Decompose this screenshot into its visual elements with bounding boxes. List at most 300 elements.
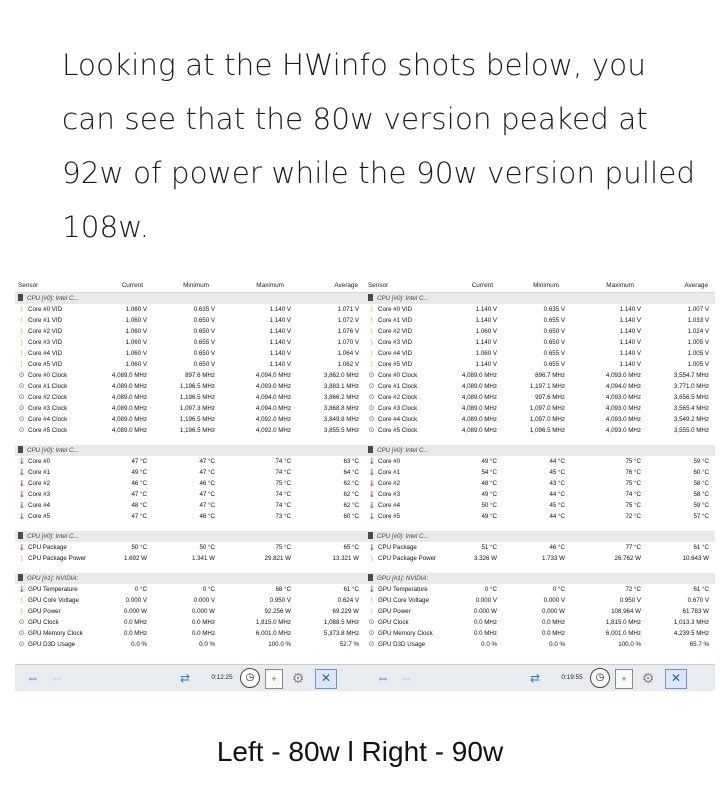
sensor-group-header[interactable]	[15, 573, 365, 584]
thermometer-icon: 🌡	[18, 481, 26, 487]
sensor-name: Core #5 VID	[28, 361, 63, 368]
sensor-row[interactable]	[365, 542, 715, 553]
sensor-group-header[interactable]	[365, 573, 715, 584]
maximum-value: 4,094.0 MHz	[605, 383, 641, 390]
sensor-row[interactable]	[365, 425, 715, 436]
current-value: 4,089.0 MHz	[461, 383, 497, 390]
toolbar-80w	[15, 664, 365, 691]
sensor-group-title: GPU [#1]: NVIDIA:	[368, 573, 456, 584]
sensor-row[interactable]	[365, 584, 715, 595]
sensor-name: GPU D3D Usage	[28, 641, 76, 648]
minimum-value: 1.733 W	[541, 555, 565, 562]
column-header-current[interactable]: Current	[471, 282, 493, 289]
average-value: 1.005 V	[687, 350, 709, 357]
sensor-row[interactable]	[365, 639, 715, 650]
minimum-value: 0.655 V	[543, 361, 565, 368]
minimum-value: 1,097.3 MHz	[179, 405, 215, 412]
minimum-value: 1.341 W	[191, 555, 215, 562]
sensor-row[interactable]	[15, 595, 365, 606]
thermometer-icon: 🌡	[368, 470, 376, 476]
sensor-row[interactable]	[15, 381, 365, 392]
sensor-group-header[interactable]	[15, 293, 365, 304]
current-value: 0.000 W	[473, 608, 497, 615]
maximum-value: 1.140 V	[269, 328, 291, 335]
sensor-name: Core #1 Clock	[378, 383, 418, 390]
sensor-name: Core #0 Clock	[378, 372, 418, 379]
minimum-value: 0.650 V	[543, 328, 565, 335]
sensor-row[interactable]	[365, 370, 715, 381]
maximum-value: 1.140 V	[619, 361, 641, 368]
power-icon: ⟆	[370, 609, 373, 615]
minimum-value: 47 °C	[199, 469, 215, 476]
sensor-row[interactable]	[15, 304, 365, 315]
maximum-value: 75 °C	[625, 480, 641, 487]
average-value: 61 °C	[693, 544, 709, 551]
sensor-row[interactable]	[15, 370, 365, 381]
voltage-icon: ⟆	[20, 329, 23, 335]
current-value: 54 °C	[481, 469, 497, 476]
current-value: 4,089.0 MHz	[461, 427, 497, 434]
maximum-value: 74 °C	[275, 491, 291, 498]
maximum-value: 72 °C	[625, 586, 641, 593]
sensor-row[interactable]	[15, 337, 365, 348]
sensor-group-header[interactable]	[15, 445, 365, 456]
sensor-row[interactable]	[365, 359, 715, 370]
average-value: 3,555.0 MHz	[673, 427, 709, 434]
maximum-value: 68 °C	[275, 586, 291, 593]
sensor-name: GPU Core Voltage	[378, 597, 429, 604]
sensor-group-header[interactable]	[15, 531, 365, 542]
current-value: 0.000 V	[125, 597, 147, 604]
sensor-name: Core #1 Clock	[28, 383, 68, 390]
current-value: 49 °C	[131, 469, 147, 476]
column-header-maximum[interactable]: Maximum	[256, 282, 284, 289]
sensor-row[interactable]	[15, 315, 365, 326]
sensor-name: Core #2	[378, 480, 401, 487]
maximum-value: 1.140 V	[619, 339, 641, 346]
current-value: 51 °C	[481, 544, 497, 551]
sensor-row[interactable]	[15, 359, 365, 370]
sensor-group-title: CPU [#0]: Intel C...	[368, 293, 456, 304]
average-value: 3,565.4 MHz	[673, 405, 709, 412]
thermometer-icon: 🌡	[18, 503, 26, 509]
sensor-row[interactable]	[15, 606, 365, 617]
average-value: 1,088.5 MHz	[323, 619, 359, 626]
sensor-row[interactable]	[365, 478, 715, 489]
sensor-group-title: CPU [#0]: Intel C...	[18, 531, 106, 542]
current-value: 0.0 %	[481, 641, 497, 648]
sensor-name: Core #5 Clock	[28, 427, 68, 434]
column-header-minimum[interactable]: Minimum	[533, 282, 559, 289]
minimum-value: 0.650 V	[193, 350, 215, 357]
sensor-row[interactable]	[15, 500, 365, 511]
sensor-row[interactable]	[15, 628, 365, 639]
clock-icon: ⊙	[368, 372, 375, 379]
sensor-group-header[interactable]	[365, 531, 715, 542]
minimum-value: 45 °C	[549, 502, 565, 509]
average-value: 3,862.0 MHz	[323, 372, 359, 379]
sensor-row[interactable]	[365, 392, 715, 403]
average-value: 61.783 W	[682, 608, 709, 615]
sensor-name: GPU Power	[378, 608, 411, 615]
average-value: 1.005 V	[687, 361, 709, 368]
sensor-row[interactable]	[365, 500, 715, 511]
average-value: 65.7 %	[689, 641, 709, 648]
hwinfo-panel-80w	[15, 279, 365, 659]
column-header-sensor[interactable]: Sensor	[18, 282, 39, 289]
average-value: 58 °C	[693, 480, 709, 487]
minimum-value: 997.6 MHz	[535, 394, 565, 401]
maximum-value: 75 °C	[275, 544, 291, 551]
average-value: 1.033 V	[687, 317, 709, 324]
clock-reset-icon[interactable]: ◷	[240, 668, 260, 688]
maximum-value: 1.140 V	[619, 328, 641, 335]
sensor-row[interactable]	[15, 489, 365, 500]
sensor-group-title: CPU [#0]: Intel C...	[368, 445, 456, 456]
clock-icon: ⊙	[18, 619, 25, 626]
sensor-row[interactable]	[15, 639, 365, 650]
current-value: 4,089.0 MHz	[111, 372, 147, 379]
current-value: 4,089.0 MHz	[461, 416, 497, 423]
current-value: 4,089.0 MHz	[111, 383, 147, 390]
sensor-name: GPU Temperature	[28, 586, 78, 593]
thermometer-icon: 🌡	[18, 514, 26, 520]
group-spacer	[15, 522, 365, 531]
maximum-value: 92.256 W	[264, 608, 291, 615]
maximum-value: 4,094.0 MHz	[255, 372, 291, 379]
sensor-name: GPU Core Voltage	[28, 597, 79, 604]
maximum-value: 73 °C	[275, 513, 291, 520]
current-value: 1.140 V	[475, 317, 497, 324]
clock-icon: ⊙	[18, 405, 25, 412]
current-value: 4,089.0 MHz	[111, 394, 147, 401]
sensor-row[interactable]	[15, 392, 365, 403]
average-value: 1.007 V	[687, 306, 709, 313]
sensor-row[interactable]	[365, 489, 715, 500]
maximum-value: 75 °C	[625, 458, 641, 465]
maximum-value: 4,094.0 MHz	[255, 394, 291, 401]
minimum-value: 0.635 V	[193, 306, 215, 313]
minimum-value: 897.6 MHz	[185, 372, 215, 379]
sensor-name: GPU Memory Clock	[378, 630, 433, 637]
minimum-value: 0.635 V	[543, 306, 565, 313]
sensor-row[interactable]	[365, 595, 715, 606]
voltage-icon: ⟆	[20, 340, 23, 346]
sensor-name: CPU Package Power	[28, 555, 87, 562]
sensor-row[interactable]	[365, 553, 715, 564]
expand-arrows-icon[interactable]: ⇔	[50, 670, 64, 685]
usage-icon: ⊙	[18, 641, 25, 648]
current-value: 1.060 V	[125, 306, 147, 313]
sensor-row[interactable]	[365, 628, 715, 639]
maximum-value: 29.821 W	[264, 555, 291, 562]
minimum-value: 896.7 MHz	[535, 372, 565, 379]
maximum-value: 75 °C	[275, 480, 291, 487]
column-header-average[interactable]: Average	[334, 282, 358, 289]
current-value: 4,089.0 MHz	[461, 394, 497, 401]
average-value: 59 °C	[693, 502, 709, 509]
sensor-row[interactable]	[365, 511, 715, 522]
collapse-arrows-icon[interactable]: ⇔	[26, 670, 40, 685]
maximum-value: 1.140 V	[269, 317, 291, 324]
report-icon[interactable]: +	[615, 669, 633, 689]
sensor-name: Core #5	[28, 513, 51, 520]
sensor-row[interactable]	[15, 467, 365, 478]
minimum-value: 0.650 V	[193, 361, 215, 368]
column-header-minimum[interactable]: Minimum	[183, 282, 209, 289]
close-icon[interactable]: ✕	[315, 669, 337, 689]
minimum-value: 0.655 V	[193, 339, 215, 346]
sensor-row[interactable]	[365, 617, 715, 628]
average-value: 1.005 V	[687, 339, 709, 346]
sensor-name: Core #3 VID	[28, 339, 63, 346]
sensor-row[interactable]	[365, 326, 715, 337]
sensor-name: Core #4 VID	[28, 350, 63, 357]
average-value: 3,855.5 MHz	[323, 427, 359, 434]
elapsed-timer: 0:19:55	[561, 674, 583, 681]
sensor-name: Core #3 Clock	[28, 405, 68, 412]
sensor-row[interactable]	[365, 456, 715, 467]
sensor-group-header[interactable]	[365, 445, 715, 456]
clock-icon: ⊙	[368, 383, 375, 390]
chip-icon	[368, 294, 373, 301]
group-spacer	[365, 522, 715, 531]
sensor-name: Core #1 VID	[28, 317, 63, 324]
elapsed-timer: 0:12:25	[211, 674, 233, 681]
current-value: 1.060 V	[125, 339, 147, 346]
sensor-row[interactable]	[15, 326, 365, 337]
voltage-icon: ⟆	[20, 318, 23, 324]
sensor-name: CPU Package	[28, 544, 67, 551]
maximum-value: 4,093.0 MHz	[605, 372, 641, 379]
current-value: 0 °C	[484, 586, 497, 593]
average-value: 61 °C	[693, 586, 709, 593]
sensor-row[interactable]	[365, 315, 715, 326]
current-value: 0.000 W	[123, 608, 147, 615]
current-value: 47 °C	[131, 513, 147, 520]
sensor-row[interactable]	[365, 348, 715, 359]
sensor-row[interactable]	[365, 403, 715, 414]
average-value: 58 °C	[693, 491, 709, 498]
maximum-value: 1,815.0 MHz	[605, 619, 641, 626]
maximum-value: 76 °C	[625, 469, 641, 476]
minimum-value: 44 °C	[549, 513, 565, 520]
average-value: 3,868.8 MHz	[323, 405, 359, 412]
minimum-value: 47 °C	[199, 502, 215, 509]
average-value: 3,771.0 MHz	[673, 383, 709, 390]
sensor-name: Core #2 Clock	[378, 394, 418, 401]
sensor-group-header[interactable]	[365, 293, 715, 304]
sensor-row[interactable]	[15, 425, 365, 436]
sensor-row[interactable]	[15, 542, 365, 553]
sensor-name: GPU Memory Clock	[28, 630, 83, 637]
current-value: 1.140 V	[475, 339, 497, 346]
maximum-value: 100.0 %	[268, 641, 291, 648]
maximum-value: 74 °C	[275, 502, 291, 509]
average-value: 69.229 W	[332, 608, 359, 615]
average-value: 59 °C	[693, 458, 709, 465]
collapse-arrows-icon[interactable]: ⇔	[376, 670, 390, 685]
sensor-name: CPU Package	[378, 544, 417, 551]
minimum-value: 0 °C	[552, 586, 565, 593]
current-value: 50 °C	[131, 544, 147, 551]
current-value: 49 °C	[481, 513, 497, 520]
voltage-icon: ⟆	[370, 351, 373, 357]
chip-icon	[368, 532, 373, 539]
clock-icon: ⊙	[368, 394, 375, 401]
current-value: 49 °C	[481, 458, 497, 465]
current-value: 48 °C	[131, 502, 147, 509]
clock-icon: ⊙	[18, 416, 25, 423]
average-value: 1.024 V	[687, 328, 709, 335]
close-icon[interactable]: ✕	[665, 669, 687, 689]
minimum-value: 0.655 V	[543, 350, 565, 357]
sensor-row[interactable]	[365, 304, 715, 315]
clock-reset-icon[interactable]: ◷	[590, 668, 610, 688]
minimum-value: 0.650 V	[543, 339, 565, 346]
clock-icon: ⊙	[18, 630, 25, 637]
current-value: 4,089.0 MHz	[111, 427, 147, 434]
minimum-value: 0.650 V	[193, 317, 215, 324]
current-value: 47 °C	[131, 491, 147, 498]
group-spacer	[365, 436, 715, 445]
column-header-sensor[interactable]: Sensor	[368, 282, 389, 289]
maximum-value: 100.0 %	[618, 641, 641, 648]
clock-icon: ⊙	[368, 405, 375, 412]
current-value: 48 °C	[481, 480, 497, 487]
sensor-row[interactable]	[15, 403, 365, 414]
clock-icon: ⊙	[368, 630, 375, 637]
sensor-row[interactable]	[15, 584, 365, 595]
current-value: 4,089.0 MHz	[111, 405, 147, 412]
sensor-row[interactable]	[15, 617, 365, 628]
minimum-value: 1,097.0 MHz	[529, 416, 565, 423]
maximum-value: 72 °C	[625, 513, 641, 520]
minimum-value: 0.0 %	[199, 641, 215, 648]
sensor-name: Core #2	[28, 480, 51, 487]
sensor-row[interactable]	[15, 553, 365, 564]
maximum-value: 108.964 W	[611, 608, 641, 615]
voltage-icon: ⟆	[370, 340, 373, 346]
sensor-row[interactable]	[365, 337, 715, 348]
maximum-value: 0.950 V	[269, 597, 291, 604]
voltage-icon: ⟆	[370, 598, 373, 604]
column-header-average[interactable]: Average	[684, 282, 708, 289]
sensor-name: Core #3	[28, 491, 51, 498]
minimum-value: 1,096.5 MHz	[529, 427, 565, 434]
average-value: 60 °C	[693, 469, 709, 476]
group-spacer	[15, 564, 365, 573]
current-value: 1.140 V	[475, 361, 497, 368]
thermometer-icon: 🌡	[18, 459, 26, 465]
minimum-value: 0.000 V	[543, 597, 565, 604]
minimum-value: 50 °C	[199, 544, 215, 551]
average-value: 0.670 V	[687, 597, 709, 604]
maximum-value: 74 °C	[275, 469, 291, 476]
expand-arrows-icon[interactable]: ⇔	[400, 670, 414, 685]
thermometer-icon: 🌡	[368, 545, 376, 551]
sensor-row[interactable]	[15, 348, 365, 359]
average-value: 62 °C	[343, 480, 359, 487]
network-icon[interactable]: ⇄	[529, 671, 541, 685]
minimum-value: 46 °C	[199, 480, 215, 487]
sensor-name: Core #0 VID	[378, 306, 413, 313]
thermometer-icon: 🌡	[18, 492, 26, 498]
sensor-group-title: GPU [#1]: NVIDIA:	[18, 573, 106, 584]
average-value: 13.321 W	[332, 555, 359, 562]
maximum-value: 4,094.0 MHz	[255, 405, 291, 412]
chip-icon	[18, 294, 23, 301]
minimum-value: 0.0 MHz	[541, 619, 565, 626]
maximum-value: 0.950 V	[619, 597, 641, 604]
settings-icon[interactable]: ⚙	[291, 670, 305, 686]
current-value: 0.000 V	[475, 597, 497, 604]
current-value: 1.060 V	[125, 328, 147, 335]
hwinfo-panel-90w	[365, 279, 715, 659]
voltage-icon: ⟆	[20, 362, 23, 368]
sensor-name: Core #1 VID	[378, 317, 413, 324]
settings-icon[interactable]: ⚙	[641, 670, 655, 686]
maximum-value: 6,001.0 MHz	[605, 630, 641, 637]
sensor-name: Core #2 Clock	[28, 394, 68, 401]
sensor-row[interactable]	[365, 606, 715, 617]
minimum-value: 1,197.1 MHz	[529, 383, 565, 390]
average-value: 3,849.8 MHz	[323, 416, 359, 423]
minimum-value: 1,196.5 MHz	[179, 383, 215, 390]
maximum-value: 1.140 V	[269, 306, 291, 313]
average-value: 62 °C	[343, 491, 359, 498]
maximum-value: 77 °C	[625, 544, 641, 551]
average-value: 5,373.8 MHz	[323, 630, 359, 637]
sensor-name: Core #0 Clock	[28, 372, 68, 379]
sensor-name: GPU Clock	[378, 619, 409, 626]
sensor-row[interactable]	[365, 381, 715, 392]
current-value: 46 °C	[131, 480, 147, 487]
sensor-row[interactable]	[15, 456, 365, 467]
power-icon: ⟆	[20, 609, 23, 615]
current-value: 1.060 V	[125, 350, 147, 357]
average-value: 0.624 V	[337, 597, 359, 604]
minimum-value: 0.0 MHz	[191, 630, 215, 637]
maximum-value: 4,093.0 MHz	[605, 416, 641, 423]
minimum-value: 44 °C	[549, 458, 565, 465]
sensor-row[interactable]	[15, 511, 365, 522]
column-header-current[interactable]: Current	[121, 282, 143, 289]
minimum-value: 43 °C	[549, 480, 565, 487]
voltage-icon: ⟆	[370, 318, 373, 324]
sensor-row[interactable]	[365, 467, 715, 478]
sensor-row[interactable]	[365, 414, 715, 425]
current-value: 47 °C	[131, 458, 147, 465]
clock-icon: ⊙	[18, 383, 25, 390]
report-icon[interactable]: +	[265, 669, 283, 689]
sensor-name: Core #3 Clock	[378, 405, 418, 412]
network-icon[interactable]: ⇄	[179, 671, 191, 685]
voltage-icon: ⟆	[370, 329, 373, 335]
maximum-value: 4,093.0 MHz	[605, 427, 641, 434]
sensor-name: GPU Clock	[28, 619, 59, 626]
chip-icon	[18, 532, 23, 539]
thermometer-icon: 🌡	[368, 514, 376, 520]
sensor-row[interactable]	[15, 478, 365, 489]
sensor-name: Core #5	[378, 513, 401, 520]
sensor-row[interactable]	[15, 414, 365, 425]
current-value: 1.060 V	[475, 350, 497, 357]
maximum-value: 26.762 W	[614, 555, 641, 562]
minimum-value: 45 °C	[549, 469, 565, 476]
column-header-maximum[interactable]: Maximum	[606, 282, 634, 289]
column-header	[365, 279, 715, 293]
